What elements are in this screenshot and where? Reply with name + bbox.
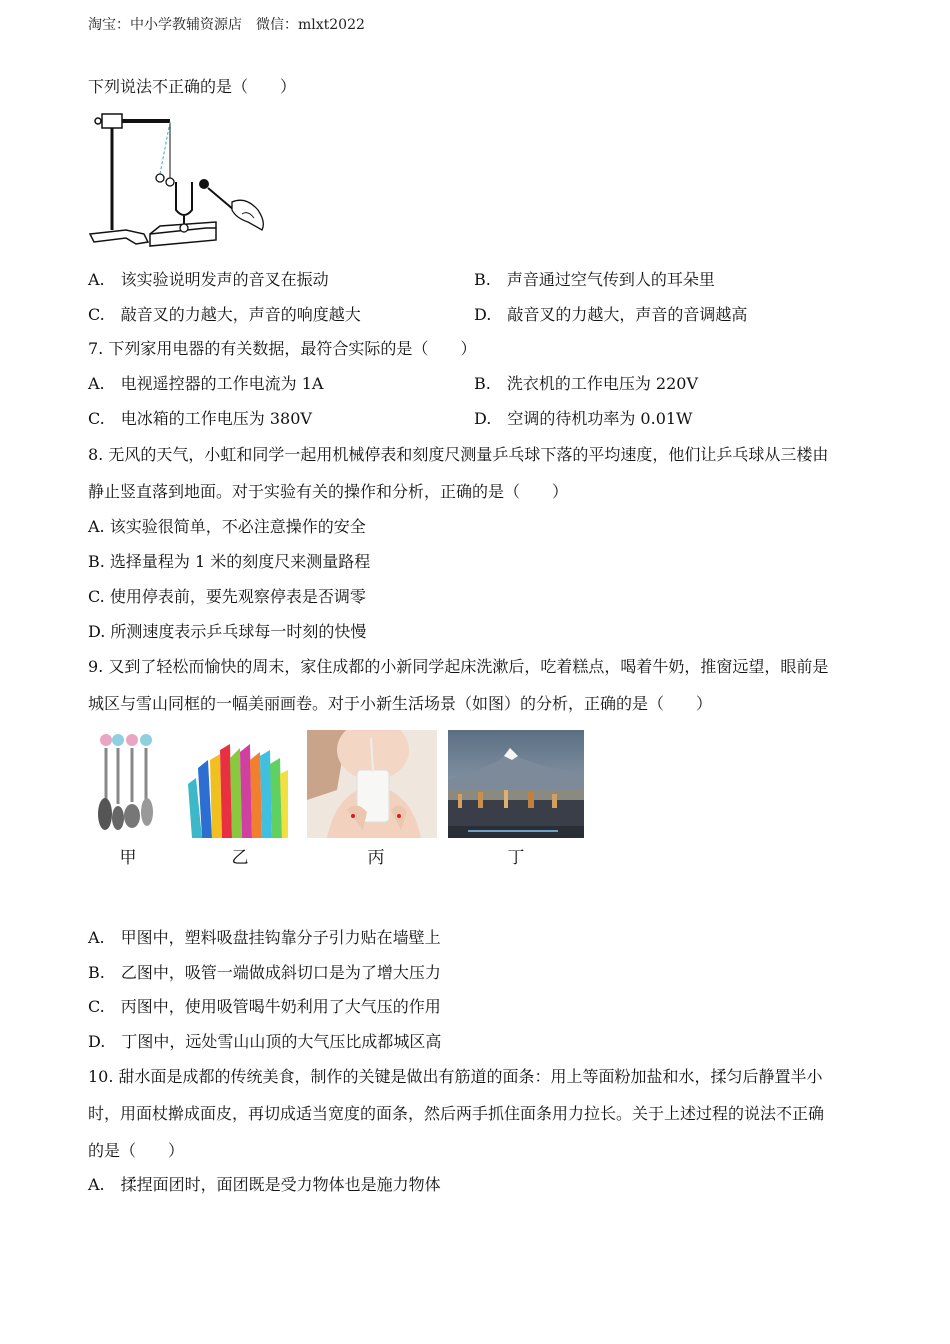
q7-option-d: D. 空调的待机功率为 0.01W <box>474 409 693 428</box>
image-label-ding: 丁 <box>507 848 525 868</box>
q6-option-a: A. 该实验说明发声的音叉在振动 <box>88 270 329 289</box>
q8-option-d: D. 所测速度表示乒乓球每一时刻的快慢 <box>88 622 367 641</box>
image-label-yi: 乙 <box>231 848 249 868</box>
q10-stem-line1: 10. 甜水面是成都的传统美食，制作的关键是做出有筋道的面条：用上等面粉加盐和水，揉匀后静置半小 <box>88 1067 823 1086</box>
q7-option-a: A. 电视遥控器的工作电流为 1A <box>88 374 324 393</box>
q10-stem-line3: 的是（ ） <box>88 1141 185 1160</box>
tuning-fork-apparatus-figure <box>86 110 276 252</box>
q7-option-c: C. 电冰箱的工作电压为 380V <box>88 409 312 428</box>
snow-mountain-city-photo <box>448 730 584 838</box>
q9-option-b: B. 乙图中，吸管一端做成斜切口是为了增大压力 <box>88 963 441 982</box>
q8-option-b: B. 选择量程为 1 米的刻度尺来测量路程 <box>88 552 371 571</box>
q10-option-a: A. 揉捏面团时，面团既是受力物体也是施力物体 <box>88 1175 441 1194</box>
page-header: 淘宝：中小学教辅资源店 微信：mlxt2022 <box>88 17 365 33</box>
q8-option-a: A. 该实验很简单，不必注意操作的安全 <box>88 517 366 536</box>
straws-photo <box>184 730 292 838</box>
q6-option-c: C. 敲音叉的力越大，声音的响度越大 <box>88 305 361 324</box>
q9-option-a: A. 甲图中，塑料吸盘挂钩靠分子引力贴在墙壁上 <box>88 928 441 947</box>
q9-option-c: C. 丙图中，使用吸管喝牛奶利用了大气压的作用 <box>88 997 441 1016</box>
image-label-jia: 甲 <box>119 848 137 868</box>
q6-stem: 下列说法不正确的是（ ） <box>88 77 297 96</box>
q9-stem-line1: 9. 又到了轻松而愉快的周末，家住成都的小新同学起床洗漱后，吃着糕点，喝着牛奶，推窗远望，眼前是 <box>88 657 829 676</box>
q10-stem-line2: 时，用面杖擀成面皮，再切成适当宽度的面条，然后两手抓住面条用力拉长。关于上述过程的说法不正确 <box>88 1104 825 1123</box>
image-label-bing: 丙 <box>367 848 385 868</box>
q6-option-d: D. 敲音叉的力越大，声音的音调越高 <box>474 305 748 324</box>
suction-hooks-photo <box>96 730 158 836</box>
q7-option-b: B. 洗衣机的工作电压为 220V <box>474 374 699 393</box>
q8-stem-line1: 8. 无风的天气，小虹和同学一起用机械停表和刻度尺测量乒乓球下落的平均速度，他们让乒乓球从三楼由 <box>88 445 829 464</box>
q7-stem: 7. 下列家用电器的有关数据，最符合实际的是（ ） <box>88 339 477 358</box>
q8-option-c: C. 使用停表前，要先观察停表是否调零 <box>88 587 366 606</box>
drinking-milk-photo <box>307 730 437 838</box>
q6-option-b: B. 声音通过空气传到人的耳朵里 <box>474 270 715 289</box>
q8-stem-line2: 静止竖直落到地面。对于实验有关的操作和分析，正确的是（ ） <box>88 482 569 501</box>
q9-stem-line2: 城区与雪山同框的一幅美丽画卷。对于小新生活场景（如图）的分析，正确的是（ ） <box>88 694 713 713</box>
q9-option-d: D. 丁图中，远处雪山山顶的大气压比成都城区高 <box>88 1032 442 1051</box>
